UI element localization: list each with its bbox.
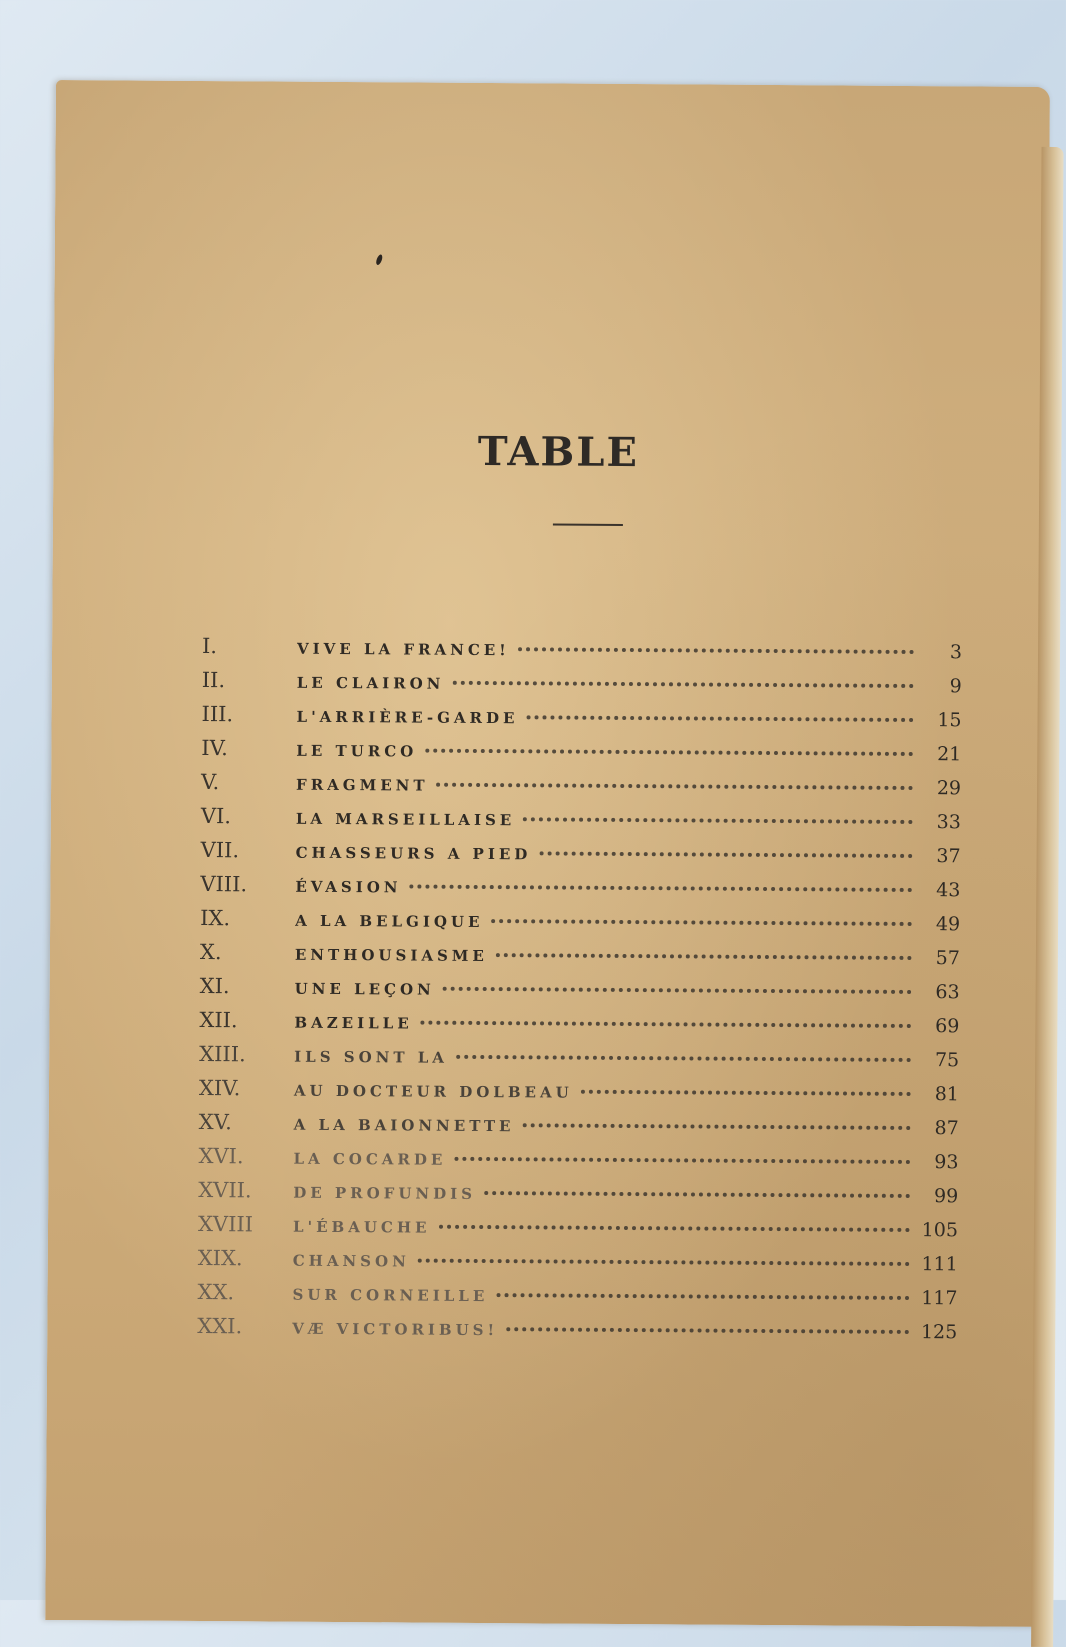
toc-numeral: XIV. [198, 1076, 241, 1101]
toc-leader [421, 1021, 912, 1028]
toc-numeral: VII. [200, 838, 240, 863]
toc-heading: SUR CORNEILLE [292, 1285, 489, 1306]
toc-entry [201, 697, 961, 736]
toc-page-number: 21 [937, 743, 962, 766]
table-of-contents [197, 629, 962, 1348]
toc-leader [518, 647, 914, 654]
toc-numeral: XX. [197, 1280, 235, 1305]
toc-entry [200, 901, 960, 940]
toc-page-number: 37 [936, 845, 961, 868]
toc-numeral: XIII. [199, 1042, 246, 1067]
toc-heading: UNE LEÇON [294, 979, 435, 999]
toc-page-number: 3 [949, 641, 963, 664]
toc-entry [200, 935, 960, 974]
toc-leader [526, 715, 913, 722]
toc-numeral: VI. [200, 804, 232, 829]
toc-entry [202, 663, 962, 702]
toc-entry [199, 1105, 959, 1144]
toc-page-number: 15 [937, 709, 962, 732]
toc-heading: AU DOCTEUR DOLBEAU [293, 1081, 573, 1102]
toc-numeral: II. [201, 668, 226, 693]
toc-entry [199, 1037, 959, 1076]
toc-page-number: 9 [949, 675, 962, 698]
toc-numeral: IX. [200, 906, 231, 931]
page-title: TABLE [477, 427, 640, 476]
toc-entry [201, 765, 961, 804]
toc-heading: A LA BAIONNETTE [293, 1115, 515, 1136]
toc-numeral: I. [201, 634, 218, 659]
toc-leader [437, 783, 914, 790]
toc-leader [410, 884, 913, 892]
toc-numeral: XV. [198, 1110, 232, 1135]
ink-mark [375, 254, 384, 266]
toc-numeral: X. [199, 940, 222, 965]
toc-page-number: 49 [935, 913, 961, 936]
toc-page-number: 125 [920, 1321, 958, 1344]
toc-page-number: 87 [934, 1117, 959, 1140]
toc-numeral: IV. [201, 736, 228, 761]
toc-page-number: 81 [934, 1083, 960, 1106]
toc-heading: ENTHOUSIASME [294, 945, 488, 966]
toc-heading: LA COCARDE [293, 1149, 447, 1169]
toc-heading: L'ÉBAUCHE [292, 1217, 431, 1237]
toc-numeral: V. [201, 770, 220, 795]
toc-heading: CHANSON [292, 1251, 410, 1271]
toc-leader [443, 987, 912, 994]
page-edge [1031, 147, 1063, 1647]
toc-leader [506, 1327, 909, 1334]
toc-page-number: 111 [921, 1253, 958, 1276]
toc-leader [522, 1123, 910, 1130]
toc-leader [523, 817, 913, 824]
toc-page-number: 117 [921, 1287, 958, 1310]
toc-leader [452, 681, 913, 688]
toc-entry [198, 1207, 958, 1246]
toc-heading: CHASSEURS A PIED [295, 843, 532, 864]
toc-numeral: XI. [199, 974, 230, 999]
toc-heading: L'ARRIÈRE-GARDE [296, 707, 519, 728]
toc-numeral: XII. [199, 1008, 238, 1033]
toc-page-number: 69 [935, 1015, 960, 1038]
toc-numeral: XXI. [197, 1314, 243, 1339]
toc-heading: LE CLAIRON [296, 673, 445, 693]
toc-page-number: 93 [934, 1151, 959, 1174]
toc-leader [496, 1293, 909, 1300]
toc-numeral: XVI. [198, 1144, 244, 1169]
toc-entry [201, 799, 961, 838]
toc-heading: LE TURCO [296, 741, 418, 761]
toc-heading: A LA BELGIQUE [295, 911, 484, 932]
toc-entry [197, 1275, 957, 1314]
toc-page-number: 33 [936, 811, 961, 834]
toc-page-number: 29 [936, 777, 962, 800]
toc-entry [198, 1173, 958, 1212]
toc-entry [198, 1241, 958, 1280]
toc-entry [200, 969, 960, 1008]
toc-leader [425, 749, 913, 756]
toc-leader [484, 1191, 910, 1198]
toc-page-number: 99 [933, 1185, 959, 1208]
toc-entry [197, 1309, 957, 1348]
toc-page-number: 75 [934, 1049, 960, 1072]
toc-numeral: XVIII [197, 1212, 254, 1237]
toc-leader [581, 1090, 911, 1096]
toc-entry [201, 833, 961, 872]
toc-leader [539, 851, 912, 858]
toc-page-number: 43 [936, 879, 961, 902]
toc-leader [456, 1055, 911, 1062]
toc-leader [454, 1157, 910, 1164]
toc-entry [199, 1071, 959, 1110]
toc-leader [496, 953, 912, 960]
toc-heading: ILS SONT LA [294, 1047, 449, 1067]
toc-entry [198, 1139, 958, 1178]
toc-numeral: XVII. [198, 1178, 252, 1203]
title-rule [553, 523, 623, 525]
toc-heading: FRAGMENT [296, 775, 429, 795]
toc-heading: DE PROFUNDIS [293, 1183, 477, 1203]
book-page [45, 80, 1050, 1627]
toc-heading: BAZEILLE [294, 1013, 413, 1033]
toc-entry [202, 629, 962, 668]
toc-heading: LA MARSEILLAISE [295, 809, 516, 830]
toc-entry [199, 1003, 959, 1042]
toc-leader [491, 919, 912, 926]
toc-heading: VÆ VICTORIBUS! [292, 1319, 499, 1340]
toc-page-number: 63 [935, 981, 960, 1004]
toc-numeral: VIII. [200, 872, 248, 897]
toc-page-number: 57 [935, 947, 960, 970]
toc-numeral: III. [201, 702, 234, 727]
toc-heading: VIVE LA FRANCE! [296, 639, 510, 660]
toc-leader [439, 1225, 911, 1232]
toc-numeral: XIX. [197, 1246, 243, 1271]
toc-entry [201, 731, 961, 770]
toc-leader [418, 1259, 910, 1266]
toc-heading: ÉVASION [295, 877, 402, 897]
toc-entry [200, 867, 960, 906]
toc-page-number: 105 [921, 1219, 959, 1242]
